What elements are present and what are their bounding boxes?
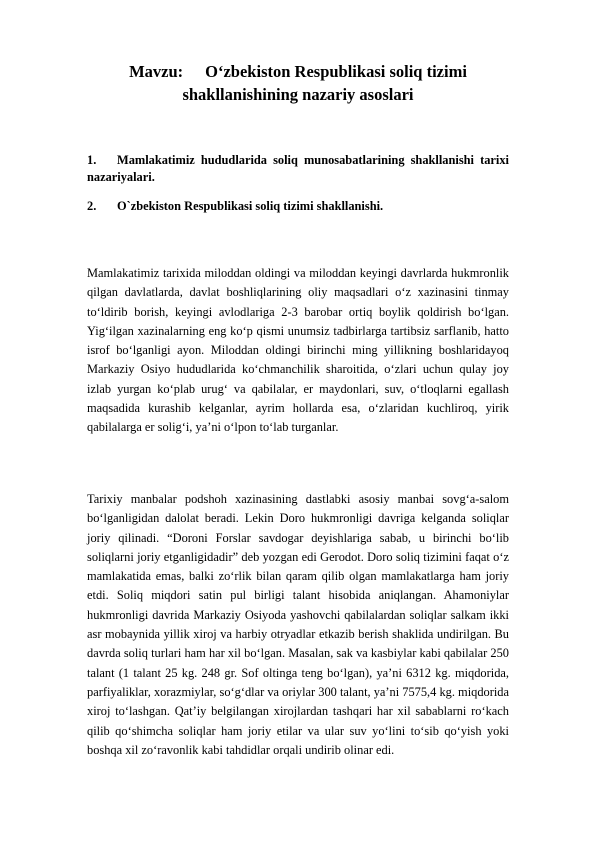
toc-item-text: Mamlakatimiz hududlarida soliq munosabatlarining shakllanishi tarixi nazariyalari. [87,153,509,184]
document-subtitle: shakllanishining nazariy asoslari [182,85,414,104]
title-main: O‘zbekiston Respublikasi soliq tizimi [205,62,467,81]
toc-item-text: O`zbekiston Respublikasi soliq tizimi shakllanishi. [117,199,384,213]
toc-item [87,152,509,186]
document-title [87,60,509,83]
toc-item-number: 2. [87,199,97,213]
body-paragraph: Tarixiy manbalar podshoh xazinasining dastlabki asosiy manbai sovg‘a-salom bo‘lganligidan dalolat beradi. Lekin Doro hukmronligi davriga kelganda soliqlar joriy qilinadi. “Doroni Forslar savdogar deyishlariga sabab, u birinchi bo‘lib soliqlarni joriy etganligidadir” deb yozgan edi Gerodot. Doro soliq tizimini faqat o‘z mamlakatida emas, balki zo‘rlik bilan qaram qilib olgan mamlakatlarga ham joriy etdi. Soliq miqdori satin pul birligi talant hisobida aniqlangan. Ahamoniylar hukmronligi davrida Markaziy Osiyoda yashovchi qabilalardan soliqlar salkam ikki asr mobaynida yillik xiroj va harbiy otryadlar etkazib berish shaklida undirilgan. Bu davrda soliq turlari ham har xil bo‘lgan. Masalan, sak va kasbiylar kabi qabilalar 250 talant (1 talant 25 kg. 248 gr. Sof oltinga teng bo‘lgan), ya’ni 6312 kg. miqdorida, parfiyaliklar, xorazmiylar, so‘g‘dlar va oriylar 300 talant, ya’ni 7575,4 kg. miqdorida xiroj to‘lashgan. Qat’iy belgilangan xirojlardan tashqari har xil sabablarni ro‘kach qilib qo‘shimcha soliqlar ham joriy etilar va ular suv yo‘lini to‘sib qo‘yish yoki boshqa xil zo‘ravonlik kabi tahdidlar orqali undirib olinar edi. [87,492,509,757]
toc-item [87,198,509,215]
title-prefix: Mavzu: [129,62,184,81]
body-paragraph: Mamlakatimiz tarixida miloddan oldingi va miloddan keyingi davrlarda hukmronlik qilgan davlatlarda, davlat boshliqlarining oliy maqsadlari o‘z xazinasini tinmay to‘ldirib borish, keyingi avlodlariga 2-3 barobar ortiq boylik qoldirish bo‘lgan. Yig‘ilgan xazinalarning eng ko‘p qismi unumsiz tadbirlarga tartibsiz sarflanib, hatto isrof bo‘lganligi ayon. Miloddan oldingi birinchi ming yillikning boshlaridayoq Markaziy Osiyo hududlarida ko‘chmanchilik sharoitida, o‘zlari uchun qulay joy izlab yurgan ko‘plab urug‘ va qabilalar, er maydonlari, suv, o‘tloqlarni egallash maqsadida kurashib kelganlar, ayrim hollarda esa, o‘zlaridan kuchliroq, yirik qabilalarga er solig‘i, ya’ni o‘lpon to‘lab turganlar. [87,266,509,435]
toc-item-number: 1. [87,153,97,167]
